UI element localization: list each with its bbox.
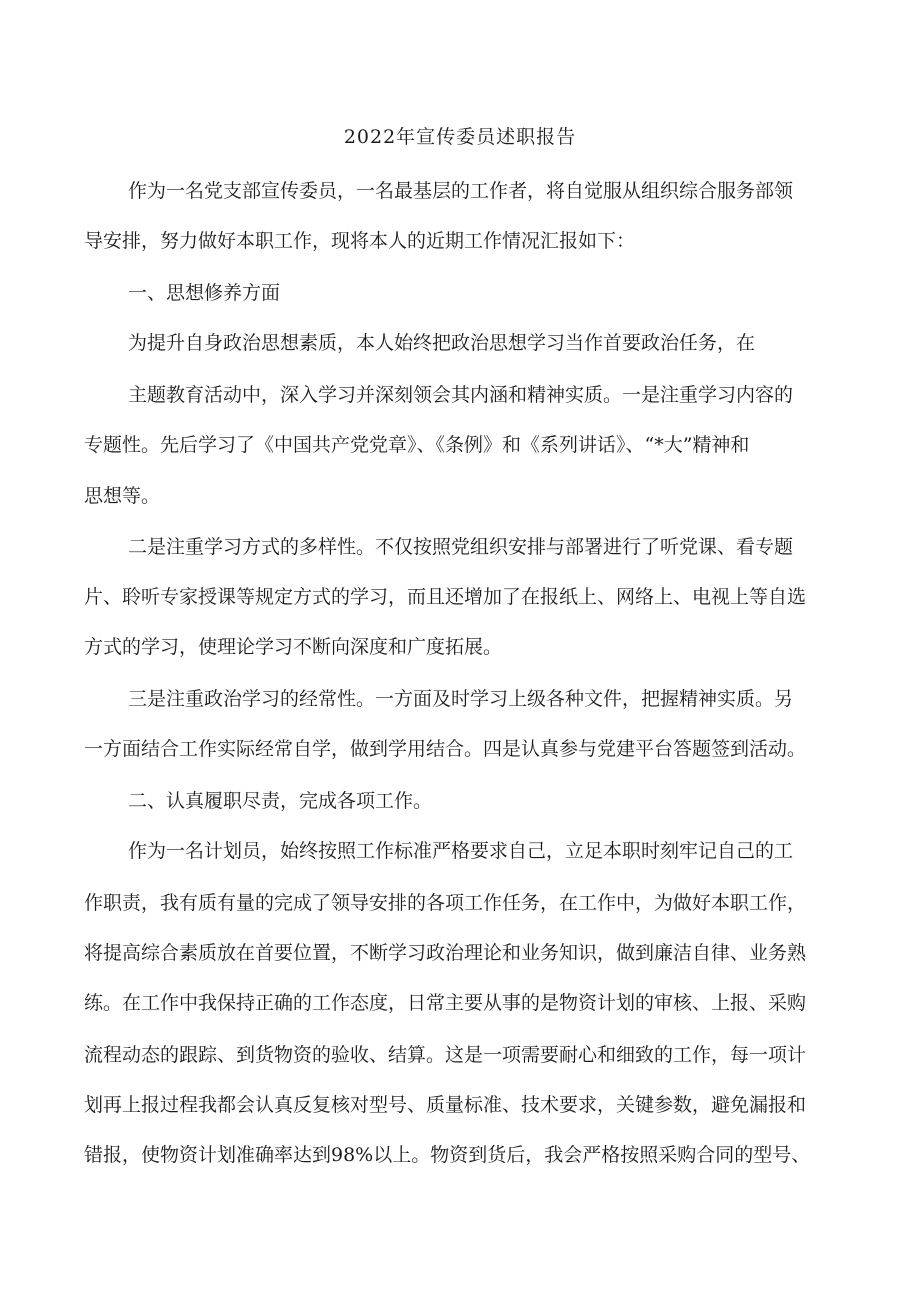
paragraph-line: 将提高综合素质放在首要位置，不断学习政治理论和业务知识，做到廉洁自律、业务熟	[84, 942, 807, 964]
paragraph-line: 划再上报过程我都会认真反复核对型号、质量标准、技术要求，关键参数，避免漏报和	[84, 1094, 807, 1116]
paragraph-line: 作为一名党支部宣传委员，一名最基层的工作者，将自觉服从组织综合服务部领	[128, 180, 794, 202]
paragraph-line: 专题性。先后学习了《中国共产党党章》、《条例》和《系列讲话》、“*大”精神和	[84, 434, 750, 456]
paragraph-line: 错报，使物资计划准确率达到98%以上。物资到货后，我会严格按照采购合同的型号、	[84, 1144, 811, 1166]
paragraph-line: 方式的学习，使理论学习不断向深度和广度拓展。	[84, 636, 503, 658]
paragraph-line: 思想等。	[84, 485, 161, 507]
paragraph-line: 作为一名计划员，始终按照工作标准严格要求自己，立足本职时刻牢记自己的工	[128, 840, 794, 862]
section-heading: 二、认真履职尽责，完成各项工作。	[128, 790, 433, 812]
section-heading: 一、思想修养方面	[128, 282, 281, 304]
paragraph-line: 片、聆听专家授课等规定方式的学习，而且还增加了在报纸上、网络上、电视上等自选	[84, 586, 807, 608]
paragraph-line: 流程动态的跟踪、到货物资的验收、结算。这是一项需要耐心和细致的工作，每一项计	[84, 1044, 807, 1066]
paragraph-line: 为提升自身政治思想素质，本人始终把政治思想学习当作首要政治任务，在	[128, 332, 756, 354]
paragraph-line: 练。在工作中我保持正确的工作态度，日常主要从事的是物资计划的审核、上报、采购	[84, 992, 807, 1014]
paragraph-line: 三是注重政治学习的经常性。一方面及时学习上级各种文件，把握精神实质。另	[128, 688, 794, 710]
paragraph-line: 一方面结合工作实际经常自学，做到学用结合。四是认真参与党建平台答题签到活动。	[84, 738, 807, 760]
paragraph-line: 主题教育活动中，深入学习并深刻领会其内涵和精神实质。一是注重学习内容的	[128, 384, 794, 406]
paragraph-line: 二是注重学习方式的多样性。不仅按照党组织安排与部署进行了听党课、看专题	[128, 536, 794, 558]
paragraph-line: 作职责，我有质有量的完成了领导安排的各项工作任务，在工作中，为做好本职工作，	[84, 892, 807, 914]
document-title: 2022年宣传委员述职报告	[343, 126, 577, 148]
paragraph-line: 导安排，努力做好本职工作，现将本人的近期工作情况汇报如下：	[84, 230, 636, 252]
